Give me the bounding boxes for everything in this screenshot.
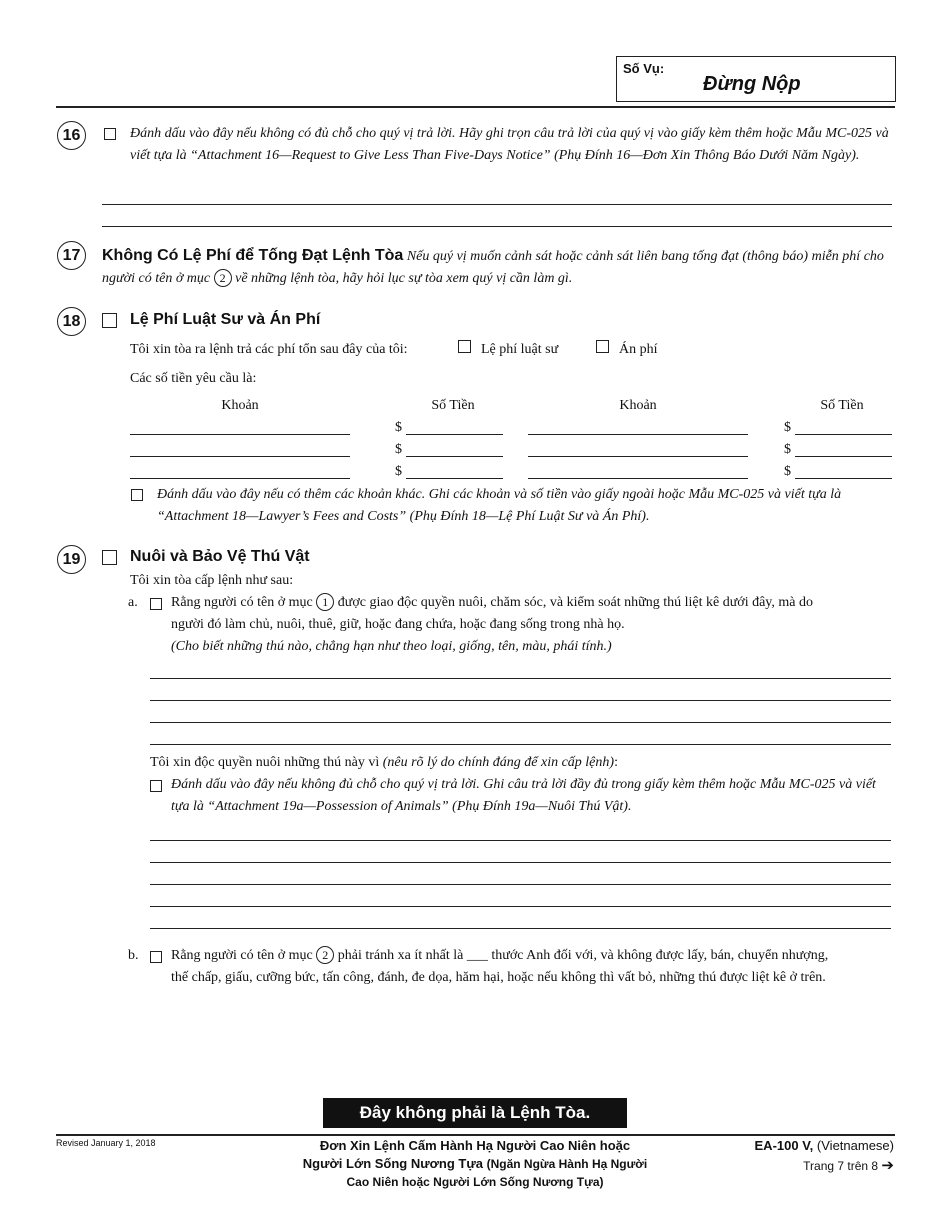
fee-item-field[interactable] [130,434,350,435]
reason-line-4[interactable] [150,906,891,907]
item-19b-text-3: thế chấp, giấu, cưỡng bức, tấn công, đánh, đe dọa, hăm hại, hoặc nếu không thì vất bỏ, những thú được liệt kê ở trên. [171,970,826,985]
item-19a-reason-text: Tôi xin độc quyền nuôi những thú này vì [150,755,380,770]
animal-list-line-4[interactable] [150,744,891,745]
item-19a-text-1: Rằng người có tên ở mục [171,595,313,610]
item-19a-extra-checkbox[interactable] [150,779,166,797]
form-title-line-1: Đơn Xin Lệnh Cấm Hành Hạ Người Cao Niên hoặc [319,1138,631,1153]
item-19a-text-2: được giao độc quyền nuôi, chăm sóc, và kiểm soát những thú liệt kê dưới đây, mà do [337,595,813,610]
item-18-number: 18 [57,307,86,336]
item-19a-text-line1 [171,592,896,614]
page-number-text: Trang 7 trên 8 [803,1159,879,1173]
reason-line-1[interactable] [150,840,891,841]
item-19b-label: b. [128,948,139,963]
item-19-checkbox[interactable] [102,550,117,569]
item-16-number: 16 [57,121,86,150]
item-18-checkbox[interactable] [102,313,117,332]
col-header-item-right: Khoản [619,398,657,413]
fee-item-field[interactable] [528,456,748,457]
col-header-amount-left: Số Tiền [431,398,475,413]
item-19a-ref-circle: 1 [316,593,334,611]
currency-symbol: $ [395,464,402,479]
form-title-line-2b: (Ngăn Ngừa Hành Hạ Người [486,1157,648,1171]
next-page-arrow-icon: ➔ [881,1156,894,1174]
form-title-line-3: Cao Niên hoặc Người Lớn Sống Nương Tựa) [346,1175,604,1189]
page-number [740,1156,894,1174]
item-19b-text-1: Rằng người có tên ở mục [171,948,313,963]
reason-line-2[interactable] [150,862,891,863]
case-number-label: Số Vụ: [623,61,665,76]
item-17-text-a: Nếu quý vị muốn cảnh sát hoặc cảnh sát liên bang tống đạt (thông báo) miễn phí cho người có tên ở mục [102,249,884,286]
item-19a-extra-text: Đánh dấu vào đây nếu không đủ chỗ cho quý vị trả lời. Ghi câu trả lời đầy đủ trong giấy kèm thêm hoặc Mẫu MC-025 và viết tựa là “Attachment 19a—Possession of Animals” (Phụ Đính 19a—Nuôi Thú Vật). [171,777,876,814]
item-19a-checkbox[interactable] [150,597,166,615]
item-16-checkbox[interactable] [104,127,120,145]
item-19-title: Nuôi và Bảo Vệ Thú Vật [130,548,310,565]
fee-amount-field[interactable] [406,434,503,435]
fee-amount-field[interactable] [795,456,892,457]
form-title [240,1137,710,1191]
item-19b-ref-circle: 2 [316,946,334,964]
fee-item-field[interactable] [130,456,350,457]
revised-date: Revised January 1, 2018 [56,1138,156,1148]
item-16-answer-line-1[interactable] [102,204,892,205]
case-number-box [616,56,896,102]
footer-rule [56,1134,895,1136]
item-18-extra-text: Đánh dấu vào đây nếu có thêm các khoản khác. Ghi các khoản và số tiền vào giấy ngoài hoặc Mẫu MC-025 và viết tựa là “Attachment 18—Lawyer’s Fees and Costs” (Phụ Đính 18—Lệ Phí Luật Sư và Án Phí). [157,487,842,524]
item-18-amounts-label: Các số tiền yêu cầu là: [130,371,257,386]
item-19-intro: Tôi xin tòa cấp lệnh như sau: [130,573,294,588]
item-16-text: Đánh dấu vào đây nếu không có đủ chỗ cho quý vị trả lời. Hãy ghi trọn câu trả lời của quý vị vào giấy kèm thêm hoặc Mẫu MC-025 và viết tựa là “Attachment 16—Request to Give Less Than Five-Days Notice” (Phụ Đính 16—Đơn Xin Thông Báo Dưới Năm Ngày). [130,126,889,163]
item-17-title: Không Có Lệ Phí để Tống Đạt Lệnh Tòa [102,247,404,264]
currency-symbol: $ [784,442,791,457]
fee-item-field[interactable] [528,434,748,435]
fee-amount-field[interactable] [406,456,503,457]
item-19a-reason [150,752,618,774]
case-number-value: Đừng Nộp [703,73,801,95]
currency-symbol: $ [395,420,402,435]
item-18-request-text: Tôi xin tòa ra lệnh trả các phí tổn sau đây của tôi: [130,342,408,357]
form-id-language: (Vietnamese) [816,1138,894,1153]
fee-amount-field[interactable] [406,478,503,479]
item-19b-text-line1 [171,945,896,967]
form-id [740,1138,894,1153]
item-19a-text-3: người đó làm chủ, nuôi, thuê, giữ, hoặc đang chứa, hoặc đang sống trong nhà họ. [171,617,625,632]
form-title-line-2a: Người Lớn Sống Nương Tựa [302,1156,483,1171]
fee-item-field[interactable] [528,478,748,479]
item-18-attorney-fee-option[interactable] [458,339,558,361]
fee-amount-field[interactable] [795,478,892,479]
col-header-amount-right: Số Tiền [820,398,864,413]
attorney-fee-label: Lệ phí luật sư [481,342,559,357]
court-cost-checkbox[interactable] [596,340,609,353]
item-19a-reason-colon: : [614,755,618,770]
header-rule [56,106,895,108]
fee-amount-field[interactable] [795,434,892,435]
item-16-answer-line-2[interactable] [102,226,892,227]
item-19a-label: a. [128,595,138,610]
animal-list-line-3[interactable] [150,722,891,723]
currency-symbol: $ [784,464,791,479]
animal-list-line-2[interactable] [150,700,891,701]
item-19b-checkbox[interactable] [150,950,166,968]
col-header-item-left: Khoản [221,398,259,413]
reason-line-3[interactable] [150,884,891,885]
reason-line-5[interactable] [150,928,891,929]
item-19b-text-2: phải tránh xa ít nhất là ___ thước Anh đối với, và không được lấy, bán, chuyển nhượng, [337,948,829,963]
currency-symbol: $ [395,442,402,457]
currency-symbol: $ [784,420,791,435]
not-court-order-banner: Đây không phải là Lệnh Tòa. [323,1098,627,1128]
item-19a-hint: (Cho biết những thú nào, chẳng hạn như theo loại, giống, tên, màu, phái tính.) [171,639,612,654]
item-17-number: 17 [57,241,86,270]
animal-list-line-1[interactable] [150,678,891,679]
item-17-text-b: về những lệnh tòa, hãy hỏi lục sự tòa xem quý vị cần làm gì. [235,271,573,286]
item-19-number: 19 [57,545,86,574]
item-18-title: Lệ Phí Luật Sư và Án Phí [130,311,321,328]
item-18-court-cost-option[interactable] [596,339,658,361]
court-cost-label: Án phí [619,342,658,357]
item-19a-reason-hint: (nêu rõ lý do chính đáng để xin cấp lệnh) [382,755,615,770]
form-title-line-2 [240,1155,710,1173]
item-17-text-block [102,245,894,290]
fee-item-field[interactable] [130,478,350,479]
attorney-fee-checkbox[interactable] [458,340,471,353]
item-18-extra-checkbox[interactable] [131,488,147,506]
item-17-ref-circle: 2 [214,269,232,287]
form-id-code: EA-100 V, [754,1138,814,1153]
